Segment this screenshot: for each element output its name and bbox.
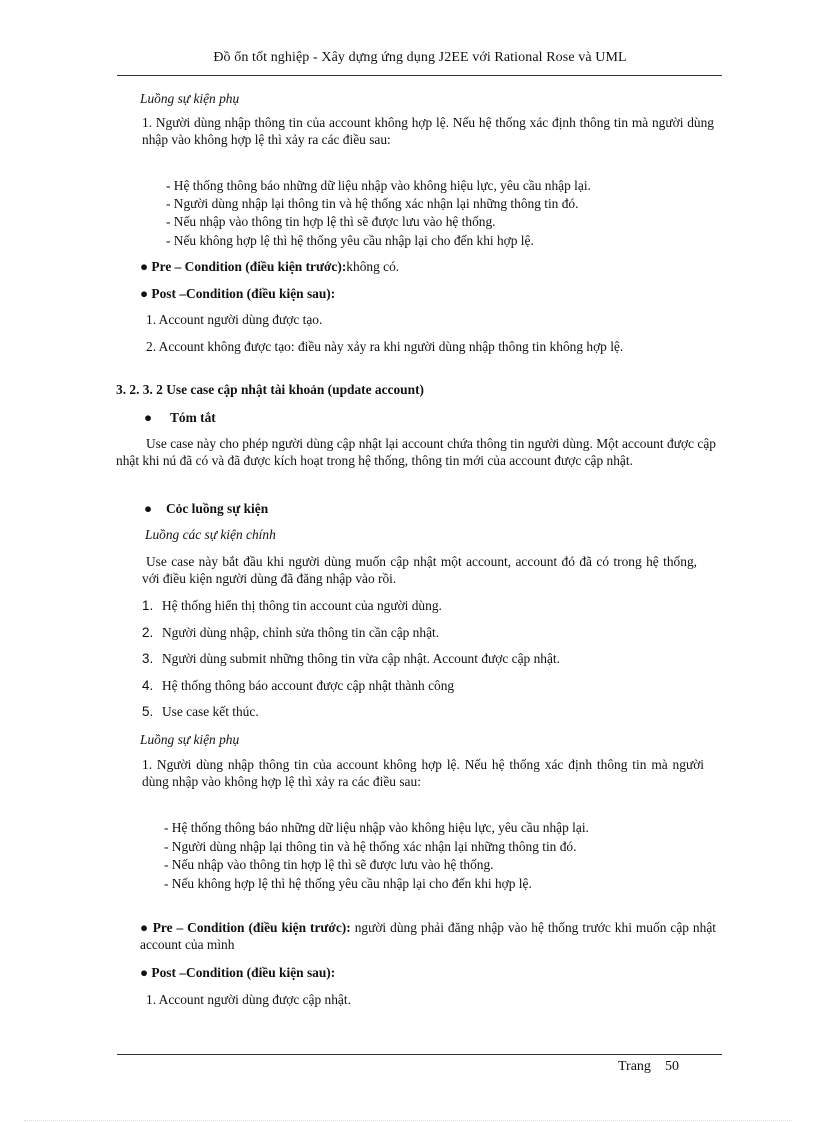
alt-item: - Nếu nhập vào thông tin hợp lệ thì sẽ được lưu vào hệ thống. [166,214,496,229]
post-item: 1. Account người dùng được tạo. [146,312,323,327]
alt-flow-intro-1: 1. Người dùng nhập thông tin của account không hợp lệ. Nếu hệ thống xác định thông tin mà người dùng nhập vào không hợp lệ thì xảy ra các điều sau: [142,115,714,147]
alt-item: - Nếu nhập vào thông tin hợp lệ thì sẽ được lưu vào hệ thống. [164,857,494,872]
pre-condition-2 [140,919,716,953]
alt-item: - Nếu không hợp lệ thì hệ thống yêu cầu nhập lại cho đến khi hợp lệ. [164,876,532,891]
alt-item: - Nếu không hợp lệ thì hệ thống yêu cầu nhập lại cho đến khi hợp lệ. [166,233,534,248]
header-rule [117,75,722,76]
section-heading: 3. 2. 3. 2 Use case cập nhật tài khoản (update account) [116,382,424,397]
alt-flow-intro-2: 1. Người dùng nhập thông tin của account không hợp lệ. Nếu hệ thống xác định thông tin mà người dùng nhập vào không hợp lệ thì xảy ra các điều sau: [142,757,704,789]
alt-item: - Hệ thống thông báo những dữ liệu nhập vào không hiệu lực, yêu cầu nhập lại. [164,820,589,835]
main-step: 5. Use case kết thúc. [142,704,259,719]
page-label: Trang [618,1059,651,1074]
post-condition-label-1: ● Post –Condition (điều kiện sau): [140,286,336,301]
page-header-title: Đồ ổn tốt nghiệp - Xây dựng ứng dụng J2EE với Rational Rose và UML [213,50,627,65]
post-condition-label-2: ● Post –Condition (điều kiện sau): [140,965,336,980]
main-flow-intro: Use case này bắt đầu khi người dùng muốn cập nhật một account, account đó đã có trong hệ thống, với điều kiện người dùng đã đăng nhập vào rồi. [142,554,697,586]
main-step: 3. Người dùng submit những thông tin vừa cập nhật. Account được cập nhật. [142,651,560,666]
bullet-icon: ● [144,501,153,516]
main-flow-heading: Luồng các sự kiện chính [145,527,276,542]
main-step: 2. Người dùng nhập, chỉnh sửa thông tin cần cập nhật. [142,625,440,640]
alt-item: - Người dùng nhập lại thông tin và hệ thống xác nhận lại những thông tin đó. [164,839,577,854]
summary-label: Tóm tắt [170,410,216,425]
alt-item: - Người dùng nhập lại thông tin và hệ thống xác nhận lại những thông tin đó. [166,196,579,211]
pre-condition-1 [140,258,399,275]
summary-text: Use case này cho phép người dùng cập nhật lại account chứa thông tin người dùng. Một account được cập nhật khi nú đã có và đã được kích hoạt trong hệ thống, thông tin mới của account được cập nhật. [116,436,716,468]
pre-condition-label: ● Pre – Condition (điều kiện trước): [140,259,347,274]
summary-heading [144,409,216,426]
alt-flow-heading-1: Luồng sự kiện phụ [140,91,240,106]
post-item: 1. Account người dùng được cập nhật. [146,992,351,1007]
main-step: 1. Hệ thống hiển thị thông tin account của người dùng. [142,598,442,613]
bullet-icon: ● [144,410,153,425]
footer-rule [117,1054,722,1055]
page-edge [24,1120,792,1121]
alt-item: - Hệ thống thông báo những dữ liệu nhập vào không hiệu lực, yêu cầu nhập lại. [166,178,591,193]
main-step: 4. Hệ thống thông báo account được cập nhật thành công [142,678,455,693]
pre-condition-label: ● Pre – Condition (điều kiện trước): [140,920,351,935]
page-footer [618,1059,679,1075]
post-item: 2. Account không được tạo: điều này xảy ra khi người dùng nhập thông tin không hợp lệ. [146,339,624,354]
flows-heading [144,500,268,517]
page-number: 50 [664,1059,679,1074]
alt-flow-heading-2: Luồng sự kiện phụ [140,732,240,747]
pre-condition-text: không có. [346,259,400,274]
pre-condition-text: người dùng phải đăng nhập vào hệ thống trước khi muốn cập nhật account của mình [140,920,716,952]
flows-label: Cỏc luồng sự kiện [166,501,269,516]
